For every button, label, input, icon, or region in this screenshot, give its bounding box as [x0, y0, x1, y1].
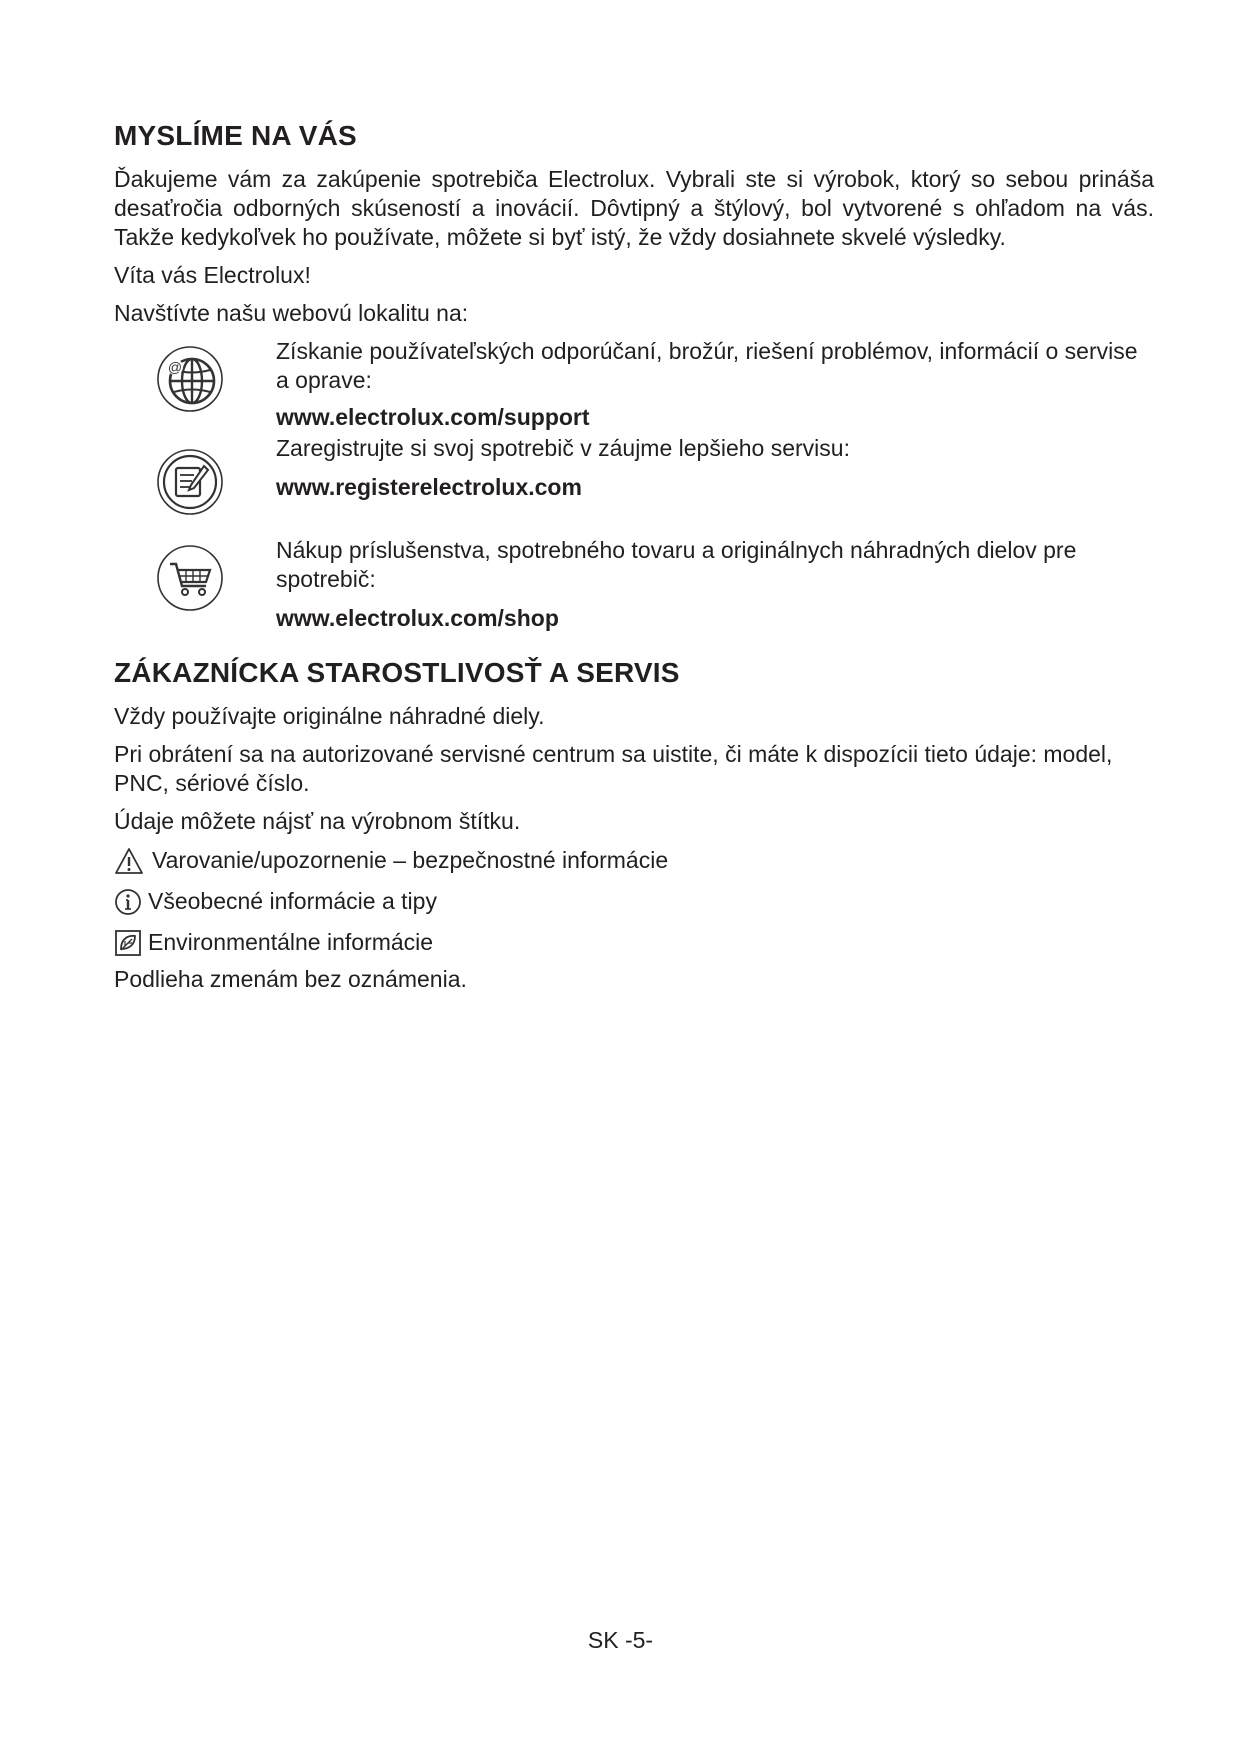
register-url-link[interactable]: www.registerelectrolux.com: [276, 474, 582, 500]
globe-icon: [156, 345, 224, 413]
service-center-text: Pri obrátení sa na autorizované servisné centrum sa uistite, či máte k dispozícii tieto údaje: model, PNC, sériové číslo.: [114, 741, 1113, 796]
rating-plate-text: Údaje môžete nájsť na výrobnom štítku.: [114, 808, 521, 834]
svg-text:@: @: [167, 359, 183, 375]
section-title-customer-care: ZÁKAZNÍCKA STAROSTLIVOSŤ A SERVIS: [114, 657, 680, 688]
support-link-description: Získanie používateľských odporúčaní, brožúr, riešení problémov, informácií o servise a oprave:: [276, 338, 1138, 393]
document-page: [114, 120, 1154, 994]
legend-info: [114, 887, 1154, 916]
page-footer: [0, 1627, 1241, 1654]
intro-paragraph: Ďakujeme vám za zakúpenie spotrebiča Electrolux. Vybrali ste si výrobok, ktorý so sebou prináša desaťročia odborných skúseností a inovácií. Dôvtipný a štýlový, bol vytvorené s ohľadom na vás. Takže kedykoľvek ho používate, môžete si byť istý, že vždy dosiahnete skvelé výsledky.: [114, 166, 1154, 250]
warning-icon: [114, 847, 144, 875]
shop-link-row: [114, 536, 1154, 633]
register-link-row: [114, 434, 1154, 516]
shop-url-link[interactable]: www.electrolux.com/shop: [276, 605, 559, 631]
shopping-cart-icon: [156, 544, 224, 612]
support-url-link[interactable]: www.electrolux.com/support: [276, 404, 590, 430]
legend-info-text: Všeobecné informácie a tipy: [148, 888, 437, 914]
info-icon: [114, 888, 142, 916]
register-icon: [156, 448, 224, 516]
legend-warning-text: Varovanie/upozornenie – bezpečnostné informácie: [152, 847, 669, 873]
visit-text: Navštívte našu webovú lokalitu na:: [114, 300, 469, 326]
legend-environment-text: Environmentálne informácie: [148, 929, 434, 955]
section-title-thinking-of-you: MYSLÍME NA VÁS: [114, 120, 357, 151]
support-link-row: [114, 337, 1154, 432]
change-notice-text: Podlieha zmenám bez oznámenia.: [114, 966, 467, 992]
welcome-text: Víta vás Electrolux!: [114, 262, 311, 288]
original-parts-text: Vždy používajte originálne náhradné diely.: [114, 703, 545, 729]
register-link-description: Zaregistrujte si svoj spotrebič v záujme lepšieho servisu:: [276, 435, 850, 461]
legend-warning: [114, 846, 1154, 875]
page-number: SK -5-: [587, 1627, 654, 1653]
shop-link-description: Nákup príslušenstva, spotrebného tovaru a originálnych náhradných dielov pre spotrebič:: [276, 537, 1077, 592]
legend-environment: [114, 928, 1154, 957]
environment-icon: [114, 929, 142, 957]
